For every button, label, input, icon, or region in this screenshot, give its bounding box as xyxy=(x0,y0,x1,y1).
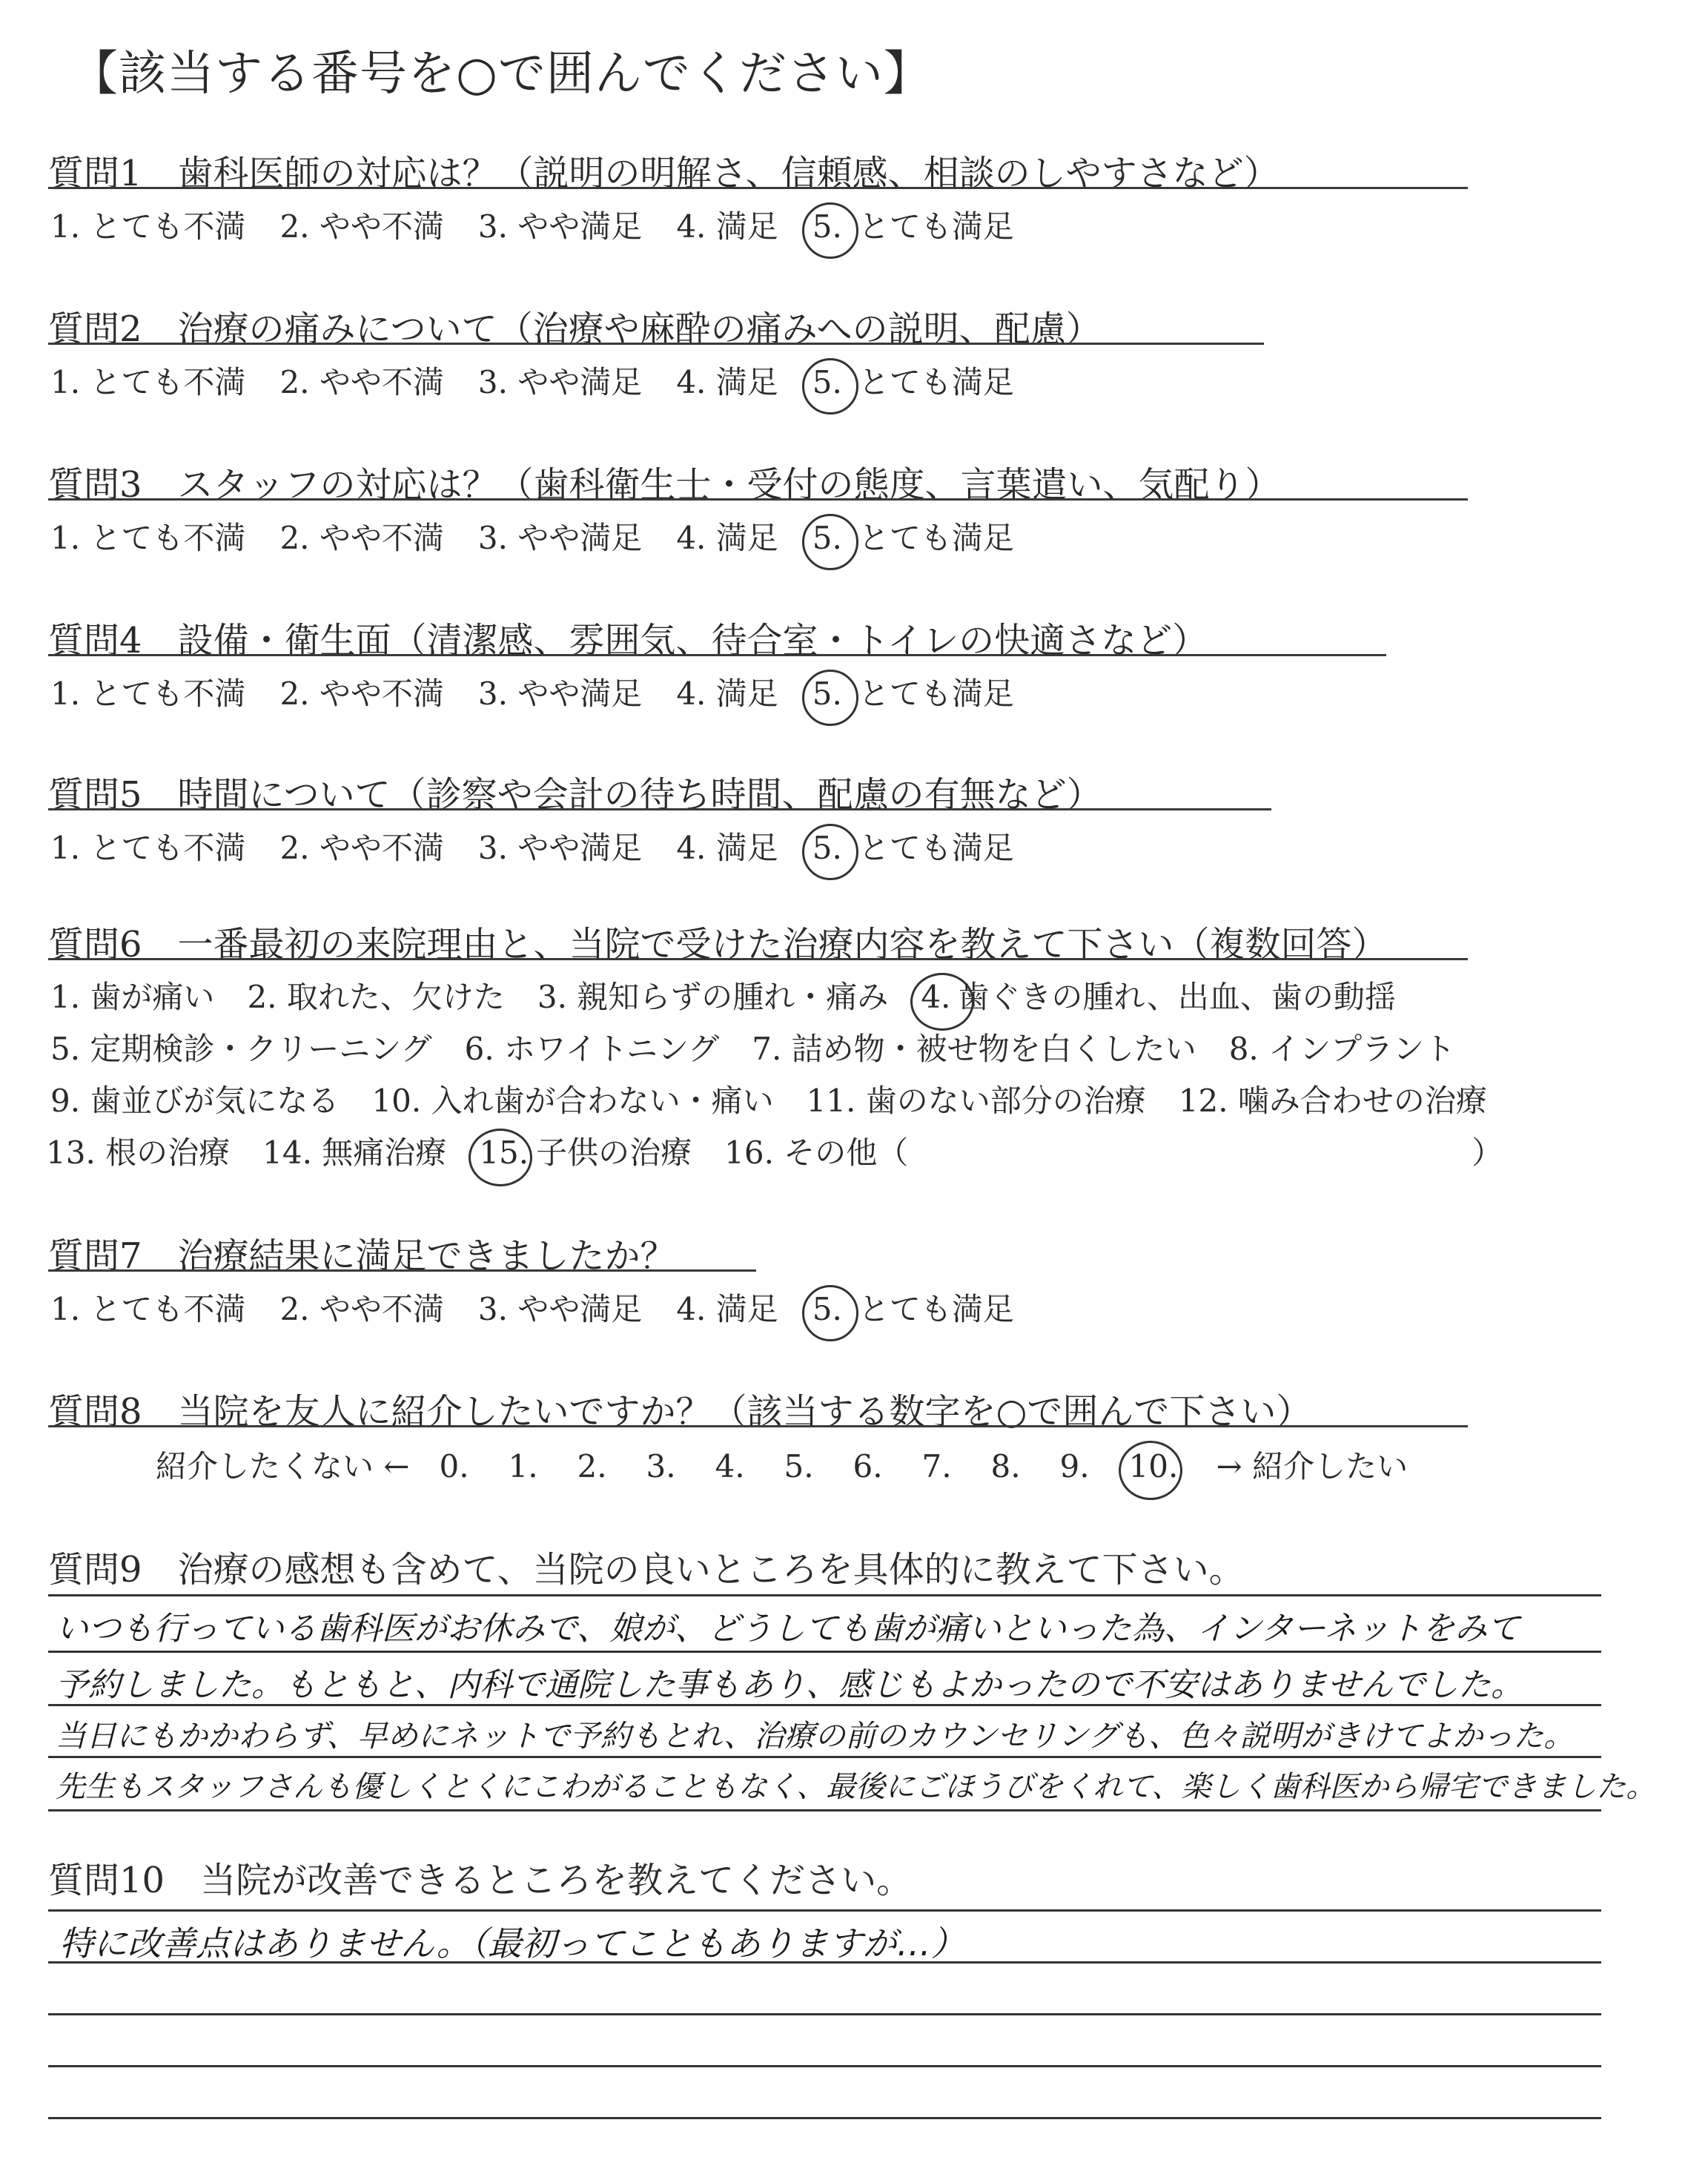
q7-option-1[interactable]: 1. とても不満 xyxy=(50,1291,246,1327)
q10-answer-line: 特に改善点はありません。（最初ってこともありますが…） xyxy=(59,1923,965,1964)
q4-underline xyxy=(48,654,1386,656)
q6-option[interactable]: ） xyxy=(1472,1135,1503,1171)
q5-options xyxy=(50,824,1048,868)
q8-scale-option[interactable]: 6. xyxy=(853,1448,883,1484)
q6-option[interactable]: 15. xyxy=(479,1135,529,1171)
q5-option-2[interactable]: 2. やや不満 xyxy=(279,830,444,866)
q3-option-6[interactable]: とても満足 xyxy=(858,520,1014,556)
q6-option[interactable]: 10. 入れ歯が合わない・痛い xyxy=(371,1083,774,1119)
q4-option-3[interactable]: 3. やや満足 xyxy=(477,676,643,712)
q6-option[interactable]: 5. 定期検診・クリーニング xyxy=(50,1031,432,1067)
q8-title: 質問8 当院を友人に紹介したいですか？（該当する数字を○で囲んで下さい） xyxy=(48,1391,1312,1433)
q8-scale-option[interactable]: 3. xyxy=(646,1448,676,1484)
q2-options xyxy=(50,358,1048,403)
q6-option[interactable]: 12. 噛み合わせの治療 xyxy=(1178,1083,1487,1119)
q5-title: 質問5 時間について（診察や会計の待ち時間、配慮の有無など） xyxy=(48,774,1102,816)
q7-option-2[interactable]: 2. やや不満 xyxy=(279,1291,444,1327)
q3-option-3[interactable]: 3. やや満足 xyxy=(477,520,643,556)
q6-title: 質問6 一番最初の来院理由と、当院で受けた治療内容を教えて下さい（複数回答） xyxy=(48,924,1388,965)
q1-options xyxy=(50,202,1048,247)
q3-option-5[interactable]: 5. xyxy=(812,520,842,556)
answer-rule xyxy=(48,2013,1601,2015)
q6-row-1 xyxy=(50,973,1429,1017)
q8-scale-option[interactable]: 4. xyxy=(715,1448,745,1484)
q6-row-2 xyxy=(50,1025,1488,1069)
q8-scale-option[interactable]: 5. xyxy=(784,1448,814,1484)
q6-row-3 xyxy=(50,1077,1520,1121)
q6-option[interactable]: 14. 無痛治療 xyxy=(262,1135,447,1171)
q1-title: 質問1 歯科医師の対応は？（説明の明解さ、信頼感、相談のしやすさなど） xyxy=(48,153,1280,194)
q5-option-1[interactable]: 1. とても不満 xyxy=(50,830,246,866)
q8-left-label: 紹介したくない ← xyxy=(156,1448,410,1484)
q4-option-1[interactable]: 1. とても不満 xyxy=(50,676,246,712)
q1-option-5[interactable]: 5. xyxy=(812,208,842,245)
q7-option-3[interactable]: 3. やや満足 xyxy=(477,1291,643,1327)
q9-title: 質問9 治療の感想も含めて、当院の良いところを具体的に教えて下さい。 xyxy=(48,1549,1245,1591)
q5-option-3[interactable]: 3. やや満足 xyxy=(477,830,643,866)
q8-scale-option[interactable]: 7. xyxy=(921,1448,952,1484)
q3-option-2[interactable]: 2. やや不満 xyxy=(279,520,444,556)
answer-rule xyxy=(48,2065,1601,2067)
answer-rule xyxy=(48,1809,1601,1811)
q4-option-4[interactable]: 4. 満足 xyxy=(676,676,778,712)
q1-underline xyxy=(48,187,1468,189)
q6-underline xyxy=(48,958,1468,960)
q6-row-4 xyxy=(46,1129,1535,1173)
q7-option-4[interactable]: 4. 満足 xyxy=(676,1291,778,1327)
q6-option[interactable]: 8. インプラント xyxy=(1228,1031,1456,1067)
q2-option-1[interactable]: 1. とても不満 xyxy=(50,364,246,400)
q7-option-5[interactable]: 5. xyxy=(812,1291,842,1327)
q5-option-5[interactable]: 5. xyxy=(812,830,842,866)
q3-options xyxy=(50,514,1048,558)
q3-title: 質問3 スタッフの対応は？（歯科衛生士・受付の態度、言葉遣い、気配り） xyxy=(48,464,1281,506)
q4-option-6[interactable]: とても満足 xyxy=(858,676,1014,712)
q9-answer-line: いつも行っている歯科医がお休みで、娘が、どうしても歯が痛いといった為、インターネットをみて xyxy=(56,1610,1520,1648)
q8-scale-option[interactable]: 1. xyxy=(508,1448,538,1484)
q6-option[interactable]: 6. ホワイトニング xyxy=(464,1031,720,1067)
q7-options xyxy=(50,1285,1048,1330)
q8-scale-option[interactable]: 0. xyxy=(439,1448,469,1484)
q6-option[interactable]: 歯ぐきの腫れ、出血、歯の動揺 xyxy=(958,979,1396,1015)
q2-option-5[interactable]: 5. xyxy=(812,364,842,400)
q5-underline xyxy=(48,808,1271,810)
q8-right-label: → 紹介したい xyxy=(1216,1448,1409,1484)
q7-option-6[interactable]: とても満足 xyxy=(858,1291,1014,1327)
q4-options xyxy=(50,670,1048,714)
q4-option-2[interactable]: 2. やや不満 xyxy=(279,676,444,712)
q2-option-6[interactable]: とても満足 xyxy=(858,364,1014,400)
q7-underline xyxy=(48,1269,756,1272)
q2-title: 質問2 治療の痛みについて（治療や麻酔の痛みへの説明、配慮） xyxy=(48,308,1102,350)
q6-option[interactable]: 2. 取れた、欠けた xyxy=(247,979,505,1015)
q9-answer-line: 先生もスタッフさんも優しくとくにこわがることもなく、最後にごほうびをくれて、楽しく歯科医から帰宅できました。 xyxy=(56,1770,1656,1804)
q8-underline xyxy=(48,1425,1468,1427)
q1-option-4[interactable]: 4. 満足 xyxy=(676,208,778,245)
answer-rule xyxy=(48,2117,1601,2119)
q1-option-2[interactable]: 2. やや不満 xyxy=(279,208,444,245)
q6-option[interactable]: 11. 歯のない部分の治療 xyxy=(806,1083,1146,1119)
q6-option[interactable]: 4. xyxy=(921,979,951,1015)
answer-rule xyxy=(48,1594,1601,1596)
q1-option-1[interactable]: 1. とても不満 xyxy=(50,208,246,245)
q3-option-1[interactable]: 1. とても不満 xyxy=(50,520,246,556)
q8-scale-option[interactable]: 10. xyxy=(1129,1448,1217,1484)
q1-option-6[interactable]: とても満足 xyxy=(858,208,1014,245)
q5-option-6[interactable]: とても満足 xyxy=(858,830,1014,866)
q4-title: 質問4 設備・衛生面（清潔感、雰囲気、待合室・トイレの快適さなど） xyxy=(48,620,1208,661)
q6-option[interactable]: 1. 歯が痛い xyxy=(50,979,215,1015)
q5-option-4[interactable]: 4. 満足 xyxy=(676,830,778,866)
q8-scale-option[interactable]: 8. xyxy=(990,1448,1021,1484)
answer-rule xyxy=(48,1909,1601,1912)
q6-option[interactable]: 9. 歯並びが気になる xyxy=(50,1083,340,1119)
answer-rule xyxy=(48,1651,1601,1653)
q6-option[interactable]: 13. 根の治療 xyxy=(46,1135,231,1171)
q3-underline xyxy=(48,498,1468,501)
q4-option-5[interactable]: 5. xyxy=(812,676,842,712)
q8-scale xyxy=(156,1442,1408,1487)
form-header: 【該当する番号を○で囲んでください】 xyxy=(70,47,932,102)
answer-rule xyxy=(48,1756,1601,1758)
q2-option-3[interactable]: 3. やや満足 xyxy=(477,364,643,400)
q2-option-2[interactable]: 2. やや不満 xyxy=(279,364,444,400)
q6-option[interactable]: 子供の治療 xyxy=(536,1135,692,1171)
q9-answer-line: 予約しました。もともと、内科で通院した事もあり、感じもよかったので不安はありませんでした。 xyxy=(56,1666,1523,1704)
q6-option[interactable]: 7. 詰め物・被せ物を白くしたい xyxy=(752,1031,1196,1067)
q10-title: 質問10 当院が改善できるところを教えてください。 xyxy=(48,1860,913,1901)
q1-option-3[interactable]: 3. やや満足 xyxy=(477,208,643,245)
q6-option[interactable]: 3. 親知らずの腫れ・痛み xyxy=(537,979,889,1015)
q2-underline xyxy=(48,343,1264,345)
q7-title: 質問7 治療結果に満足できましたか？ xyxy=(48,1235,676,1277)
q9-answer-line: 当日にもかかわらず、早めにネットで予約もとれ、治療の前のカウンセリングも、色々説明がきけてよかった。 xyxy=(56,1718,1575,1754)
q3-option-4[interactable]: 4. 満足 xyxy=(676,520,778,556)
q6-option[interactable]: 16. その他（ xyxy=(724,1135,909,1171)
q2-option-4[interactable]: 4. 満足 xyxy=(676,364,778,400)
q8-scale-option[interactable]: 9. xyxy=(1059,1448,1090,1484)
q8-scale-option[interactable]: 2. xyxy=(577,1448,607,1484)
